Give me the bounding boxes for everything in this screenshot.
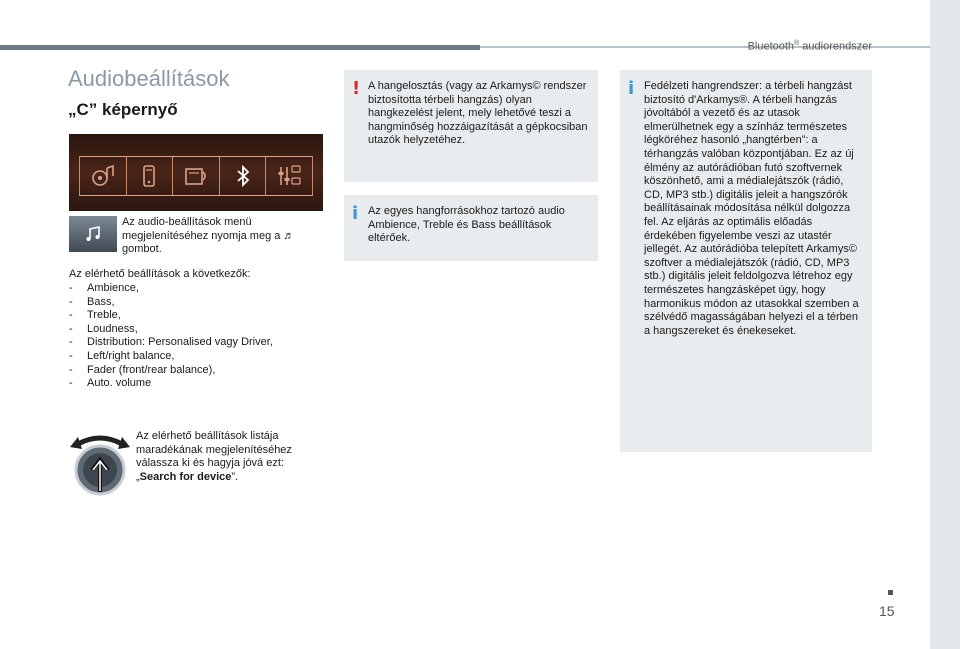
- chapter-title: Bluetooth® audiorendszer: [747, 40, 872, 53]
- audio-screen-illustration: [69, 134, 323, 211]
- screen-tile-settings: [266, 157, 313, 195]
- arkamys-info-text: Fedélzeti hangrendszer: a térbeli hangzást biztosító d'Arkamys®. A térbeli hangzás jóvoltából a vezető és az utasok elmerülhetnek egy a színház természetes légköréhez hasonló „hangtérben”: a térhangzás valóban központjában. Ez az új élmény az autórádióban futó szoftvernek köszönhető, ami a médialejátszók (rádió, CD, MP3 stb.) digitális jeleit a hangszórók beállításainak módosítása nélkül dolgozza fel. Az eljárás az optimális előadás érdekében figyelembe veszi az utastér jellegét. Az autórádióba telepített Arkamys© szoftver a médialejátszók (rádió, CD, MP3 stb.) digitális jeleit feldolgozva létrehoz egy természetes hangzásképet úgy, hogy harmonikus módon az utasokkal szemben a szélvédő magasságában helyezi el a térben a hangszereket és énekeseket.: [644, 80, 859, 337]
- arkamys-info-box: [620, 70, 872, 452]
- screen-tile-media: [79, 157, 127, 195]
- warning-icon: !: [352, 78, 361, 99]
- page-edge-strip: [930, 0, 960, 649]
- warning-text: A hangelosztás (vagy az Arkamys© rendszer biztosította térbeli hangzás) olyan hangkezelést jelent, mely lehetővé teszi a hangminőség hozzáigazítását a gépkocsiban utazók helyzetéhez.: [368, 80, 588, 147]
- list-item: - Left/right balance,: [69, 350, 329, 364]
- press-instruction: Az audio-beállítások menü megjelenítéséhez nyomja meg a ♬ gombot.: [122, 216, 295, 256]
- bluetooth-icon: [229, 162, 257, 190]
- list-item: - Fader (front/rear balance),: [69, 364, 329, 378]
- subsection-title: „C” képernyő: [68, 100, 178, 119]
- screen-tile-radio: [173, 157, 220, 195]
- list-item: - Bass,: [69, 296, 329, 310]
- list-item: - Ambience,: [69, 282, 329, 296]
- screen-tile-row: [79, 156, 313, 196]
- list-instruction: Az elérhető beállítások listája maradékának megjelenítéséhez válassza ki és hagyja jóvá ezt: „Search for device”.: [136, 430, 292, 483]
- media-source-icon: [89, 162, 117, 190]
- rotary-dial-icon: [68, 430, 132, 498]
- phone-icon: [135, 162, 163, 190]
- info-box: [344, 195, 598, 261]
- audio-settings-button-icon: [69, 216, 117, 252]
- radio-icon: [182, 162, 210, 190]
- page-marker: [888, 590, 893, 595]
- list-item: - Treble,: [69, 309, 329, 323]
- info-icon: i: [628, 78, 635, 99]
- music-note-icon: [83, 224, 103, 244]
- settings-list: [69, 282, 329, 391]
- list-item: - Distribution: Personalised vagy Driver,: [69, 336, 329, 350]
- list-item: - Auto. volume: [69, 377, 329, 391]
- info-text: Az egyes hangforrásokhoz tartozó audio Ambience, Treble és Bass beállítások eltérőek.: [368, 205, 565, 245]
- info-icon: i: [352, 203, 359, 224]
- settings-sliders-icon: [275, 162, 303, 190]
- warning-box: [344, 70, 598, 182]
- screen-tile-bluetooth: [220, 157, 267, 195]
- list-item: - Loudness,: [69, 323, 329, 337]
- page-number: 15: [879, 603, 895, 619]
- section-title: Audiobeállítások: [68, 66, 230, 91]
- top-rule: [0, 45, 480, 50]
- settings-intro: Az elérhető beállítások a következők:: [69, 268, 251, 280]
- screen-tile-phone: [127, 157, 174, 195]
